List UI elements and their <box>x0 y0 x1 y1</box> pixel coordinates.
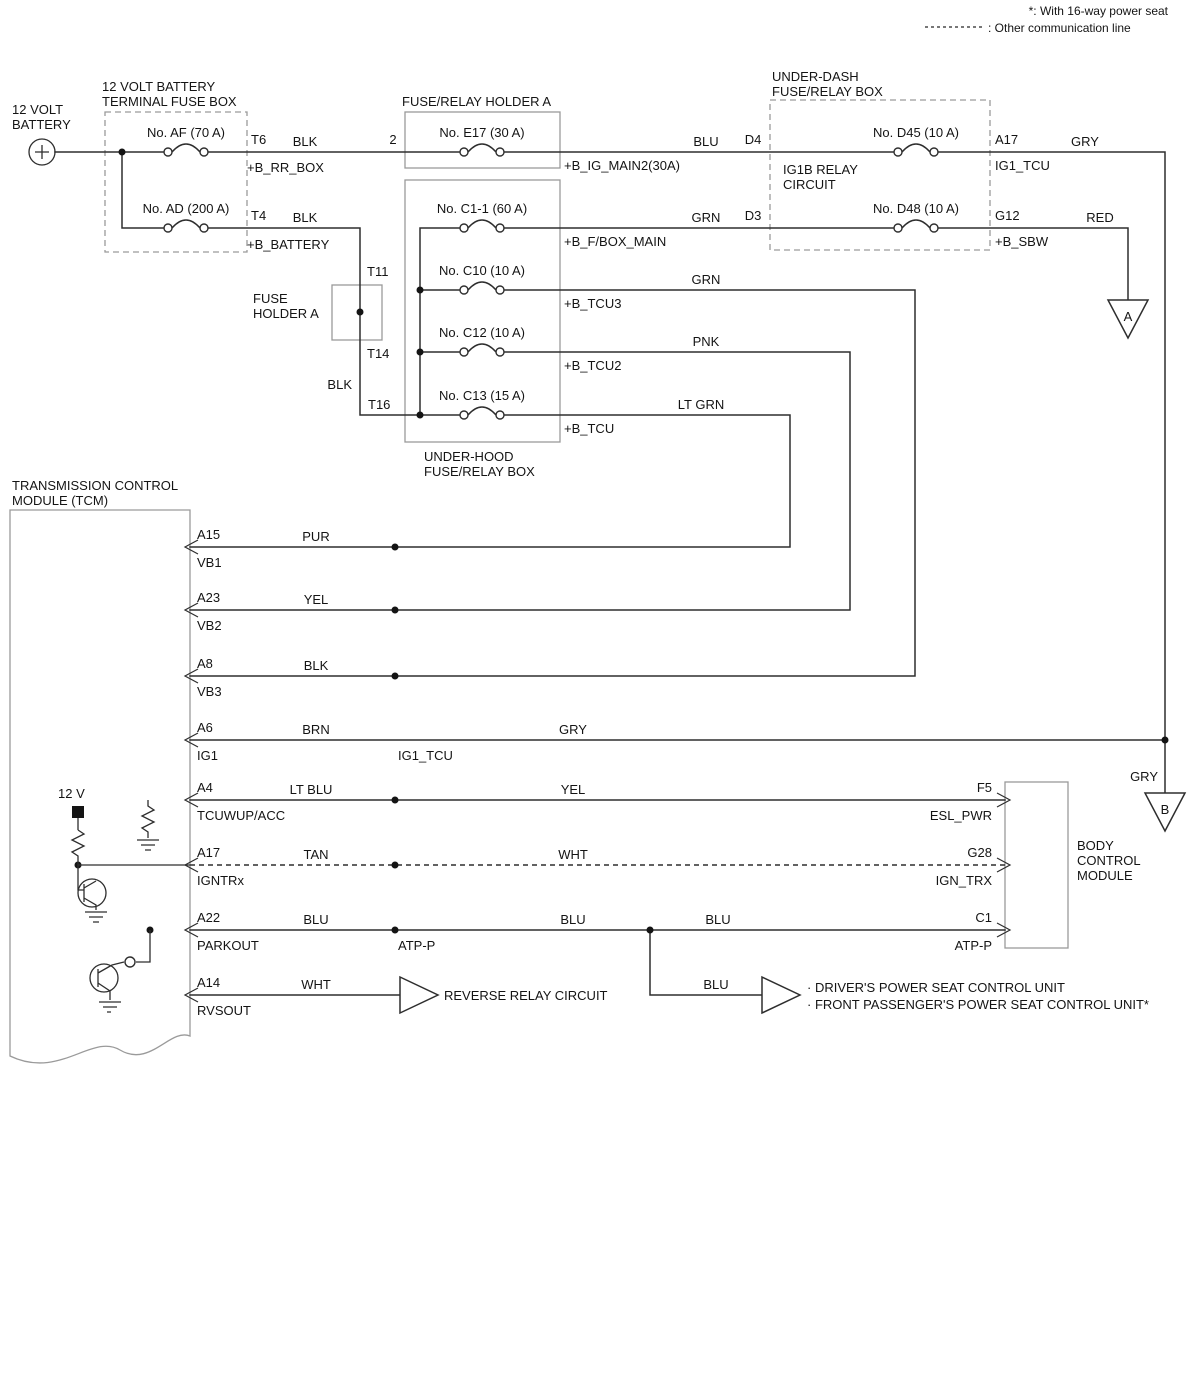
fuse-c12-name: No. C12 (10 A) <box>439 325 525 340</box>
wire-color-gry-1: GRY <box>1071 134 1099 149</box>
fuse-ad-symbol <box>164 220 208 232</box>
fuse-holder-a-title-2: HOLDER A <box>253 306 319 321</box>
tcm-pin-a17-name: IGNTRx <box>197 873 244 888</box>
net-b-tcu3: +B_TCU3 <box>564 296 622 311</box>
tcm-pin-a22-name: PARKOUT <box>197 938 259 953</box>
wiring <box>55 152 1165 995</box>
wires-solid <box>55 152 1165 995</box>
under-dash-title-2: FUSE/RELAY BOX <box>772 84 883 99</box>
fuse-c10-symbol <box>460 282 504 294</box>
wire-color-blu-4: BLU <box>705 912 731 927</box>
fuse-e17-name: No. E17 (30 A) <box>439 125 525 140</box>
fuse-af-symbol <box>164 144 208 156</box>
fuse-e17-symbol <box>460 144 504 156</box>
wire-color-blk-4: BLK <box>303 658 329 673</box>
tcm-pin-a15-name: VB1 <box>197 555 222 570</box>
terminal-fuse-box-title-1: 12 VOLT BATTERY <box>102 79 216 94</box>
tcm-pin-a15: A15 <box>197 527 221 542</box>
power-seat-label-1: · DRIVER'S POWER SEAT CONTROL UNIT <box>807 980 1065 995</box>
wire-color-tan: TAN <box>303 847 329 862</box>
wire-color-wht-1: WHT <box>558 847 588 862</box>
under-hood-title-2: FUSE/RELAY BOX <box>424 464 535 479</box>
terminal-a17-out: A17 <box>995 132 1019 147</box>
bcm-pin-g28-name: IGN_TRX <box>935 873 992 888</box>
bcm-outline <box>1005 782 1068 948</box>
bcm-title-2: CONTROL <box>1077 853 1141 868</box>
tcm-pin-a23: A23 <box>197 590 221 605</box>
wire-color-blu-2: BLU <box>303 912 329 927</box>
wire-color-wht-2: WHT <box>301 977 331 992</box>
component-boxes <box>10 100 1068 1063</box>
wire-color-blu-3: BLU <box>560 912 586 927</box>
terminal-fuse-box-title-2: TERMINAL FUSE BOX <box>102 94 237 109</box>
battery-label-1: 12 VOLT <box>12 102 64 117</box>
fuse-c12-symbol <box>460 344 504 356</box>
wire-color-yel-1: YEL <box>303 592 329 607</box>
tcm-pin-a6-name: IG1 <box>197 748 218 763</box>
net-b-fbox-main: +B_F/BOX_MAIN <box>564 234 667 249</box>
power-seat-arrow-icon <box>762 977 800 1013</box>
net-b-ig-main2: +B_IG_MAIN2(30A) <box>564 158 680 173</box>
wire-color-blu-5: BLU <box>703 977 729 992</box>
tcm-pin-a4: A4 <box>197 780 213 795</box>
wire-color-ltgrn: LT GRN <box>677 397 725 412</box>
terminal-d3: D3 <box>744 208 762 223</box>
tcm-title-1: TRANSMISSION CONTROL <box>12 478 179 493</box>
battery-symbol <box>29 139 55 165</box>
wire-color-blu-1: BLU <box>693 134 719 149</box>
connector-b-label: B <box>1160 802 1170 817</box>
net-b-tcu2: +B_TCU2 <box>564 358 622 373</box>
tcm-pin-a14: A14 <box>197 975 221 990</box>
wire-color-pnk: PNK <box>692 334 720 349</box>
tcm-internal-circuit-2 <box>90 930 150 1012</box>
tcm-pin-a14-name: RVSOUT <box>197 1003 251 1018</box>
terminal-g12: G12 <box>995 208 1020 223</box>
tcm-title-2: MODULE (TCM) <box>12 493 109 508</box>
legend-comm-line-note: : Other communication line <box>988 21 1131 35</box>
bcm-pin-f5-name: ESL_PWR <box>929 808 992 823</box>
fuse-c1-1-symbol <box>460 220 504 232</box>
tcm-outline <box>10 510 190 1063</box>
tcm-pin-a8: A8 <box>197 656 213 671</box>
tcm-12v-label: 12 V <box>58 786 85 801</box>
net-b-rr-box: +B_RR_BOX <box>247 160 324 175</box>
splice-label-ig1-tcu: IG1_TCU <box>398 748 453 763</box>
connector-a-label: A <box>1123 309 1133 324</box>
fuse-c10-name: No. C10 (10 A) <box>439 263 525 278</box>
terminal-t16: T16 <box>368 397 391 412</box>
net-b-battery: +B_BATTERY <box>247 237 330 252</box>
terminal-t11: T11 <box>367 264 389 279</box>
reverse-relay-circuit-label: REVERSE RELAY CIRCUIT <box>444 988 608 1003</box>
contact-circle-icon <box>125 957 135 967</box>
wire-color-brn: BRN <box>302 722 330 737</box>
wire-color-grn-1: GRN <box>691 210 721 225</box>
battery-label-2: BATTERY <box>12 117 71 132</box>
wire-color-blk-2: BLK <box>292 210 318 225</box>
under-hood-title-1: UNDER-HOOD <box>424 449 514 464</box>
wire-color-yel-2: YEL <box>560 782 586 797</box>
tcm-pin-a22: A22 <box>197 910 221 925</box>
net-ig1-tcu: IG1_TCU <box>995 158 1050 173</box>
tcm-pin-a8-name: VB3 <box>197 684 222 699</box>
wire-color-ltblu: LT BLU <box>289 782 333 797</box>
bcm-pin-g28: G28 <box>967 845 992 860</box>
fuse-d48-symbol <box>894 220 938 232</box>
bcm-pin-c1: C1 <box>975 910 992 925</box>
fuse-d48-name: No. D48 (10 A) <box>873 201 959 216</box>
transistor-icon <box>90 964 118 992</box>
fuse-relay-holder-a-outline <box>405 112 560 168</box>
ig1b-relay-label-2: CIRCUIT <box>783 177 836 192</box>
legend <box>925 4 1169 35</box>
fuse-d45-symbol <box>894 144 938 156</box>
fuse-ad-name: No. AD (200 A) <box>142 201 230 216</box>
fuse-d45-name: No. D45 (10 A) <box>873 125 959 140</box>
wire-color-blk-1: BLK <box>292 134 318 149</box>
tcm-internal-circuit-1 <box>72 800 190 922</box>
tcm-pin-a6: A6 <box>197 720 213 735</box>
bcm-pin-f5: F5 <box>976 780 992 795</box>
tcm-pin-a4-name: TCUWUP/ACC <box>197 808 286 823</box>
wire-color-grn-2: GRN <box>691 272 721 287</box>
terminal-d4: D4 <box>744 132 762 147</box>
net-b-sbw: +B_SBW <box>995 234 1049 249</box>
wire-color-gry-3: GRY <box>559 722 587 737</box>
splice-label-atp-p: ATP-P <box>398 938 436 953</box>
legend-power-seat-note: *: With 16-way power seat <box>1028 4 1168 18</box>
net-b-tcu: +B_TCU <box>564 421 615 436</box>
fuse-holder-a-title-1: FUSE <box>253 291 288 306</box>
fuse-c13-symbol <box>460 407 504 419</box>
terminal-t6: T6 <box>251 132 267 147</box>
tcm-pin-a23-name: VB2 <box>197 618 222 633</box>
terminal-2: 2 <box>389 132 397 147</box>
fuse-c13-name: No. C13 (15 A) <box>439 388 525 403</box>
tcm-pin-a17: A17 <box>197 845 221 860</box>
bcm-pin-c1-name: ATP-P <box>954 938 992 953</box>
terminal-t4: T4 <box>251 208 267 223</box>
ig1b-relay-label-1: IG1B RELAY <box>783 162 858 177</box>
wire-color-blk-3: BLK <box>327 377 352 392</box>
reverse-relay-arrow-icon <box>400 977 438 1013</box>
wire-color-pur: PUR <box>302 529 330 544</box>
bcm-title-1: BODY <box>1077 838 1114 853</box>
under-dash-title-1: UNDER-DASH <box>772 69 859 84</box>
fuse-c1-1-name: No. C1-1 (60 A) <box>436 201 528 216</box>
fuse-relay-holder-a-title: FUSE/RELAY HOLDER A <box>402 94 552 109</box>
bcm-title-3: MODULE <box>1077 868 1133 883</box>
fuse-af-name: No. AF (70 A) <box>146 125 226 140</box>
wire-color-gry-2: GRY <box>1130 769 1158 784</box>
wire-color-red: RED <box>1086 210 1114 225</box>
power-seat-label-2: · FRONT PASSENGER'S POWER SEAT CONTROL UNIT* <box>807 997 1149 1012</box>
terminal-t14: T14 <box>367 346 390 361</box>
plus-icon <box>35 145 49 159</box>
